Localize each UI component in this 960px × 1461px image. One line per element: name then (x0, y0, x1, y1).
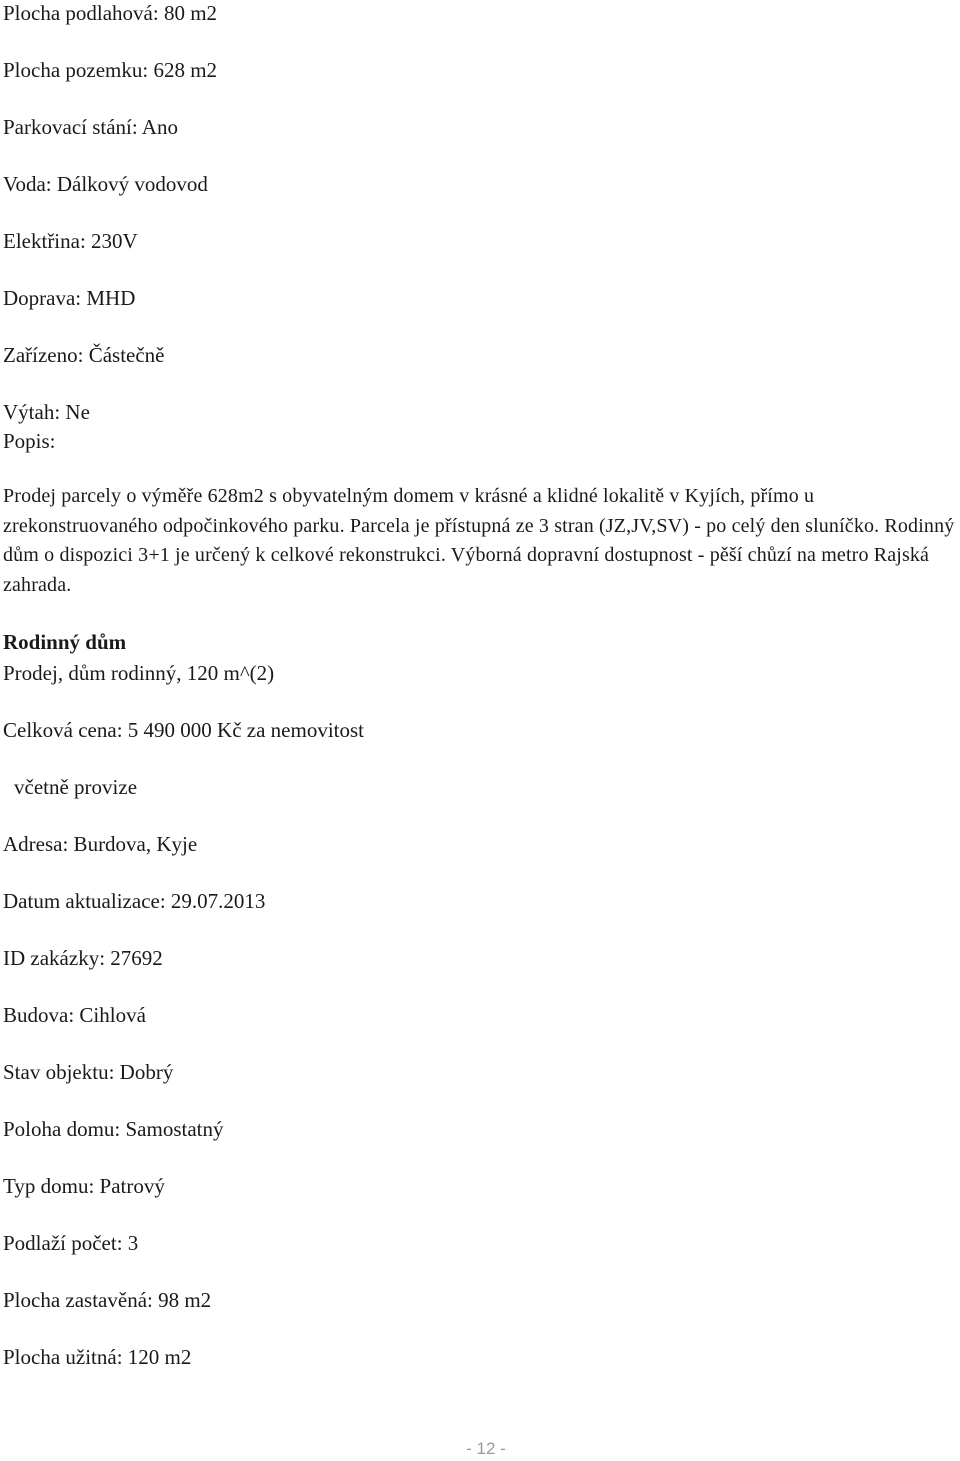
field-plocha-uzitna: Plocha užitná: 120 m2 (3, 1345, 192, 1369)
listing-price-note: včetně provize (14, 775, 138, 799)
field-zarizeno: Zařízeno: Částečně (3, 343, 165, 367)
field-plocha-zastavena: Plocha zastavěná: 98 m2 (3, 1288, 212, 1312)
field-plocha-pozemku: Plocha pozemku: 628 m2 (3, 58, 218, 82)
page-number: - 12 - (466, 1439, 506, 1458)
field-vytah: Výtah: Ne (3, 400, 90, 424)
field-parkovaci-stani: Parkovací stání: Ano (3, 115, 178, 139)
listing-title: Rodinný dům (3, 630, 127, 654)
field-adresa: Adresa: Burdova, Kyje (3, 832, 198, 856)
field-plocha-podlahova: Plocha podlahová: 80 m2 (3, 1, 218, 25)
field-voda: Voda: Dálkový vodovod (3, 172, 208, 196)
property-description: Prodej parcely o výměře 628m2 s obyvatelným domem v krásné a klidné lokalitě v Kyjích, přímo u zrekonstruovaného odpočinkového parku. Parcela je přístupná ze 3 stran (JZ,JV,SV) - po celý den sluníčko. Rodinný dům o dispozici 3+1 je určený k celkové rekonstrukci. Výborná dopravní dostupnost - pěší chůzí na metro Rajská zahrada. (3, 485, 955, 596)
field-poloha-domu: Poloha domu: Samostatný (3, 1117, 224, 1141)
listing-price: Celková cena: 5 490 000 Kč za nemovitost (3, 718, 364, 742)
field-doprava: Doprava: MHD (3, 286, 136, 310)
field-id-zakazky: ID zakázky: 27692 (3, 946, 163, 970)
field-typ-domu: Typ domu: Patrový (3, 1174, 165, 1198)
field-elektrina: Elektřina: 230V (3, 229, 138, 253)
field-datum-aktualizace: Datum aktualizace: 29.07.2013 (3, 889, 266, 913)
field-podlazi-pocet: Podlaží počet: 3 (3, 1231, 139, 1255)
field-budova: Budova: Cihlová (3, 1003, 146, 1027)
field-stav-objektu: Stav objektu: Dobrý (3, 1060, 174, 1084)
listing-subtitle: Prodej, dům rodinný, 120 m^(2) (3, 661, 275, 685)
popis-label: Popis: (3, 429, 56, 453)
